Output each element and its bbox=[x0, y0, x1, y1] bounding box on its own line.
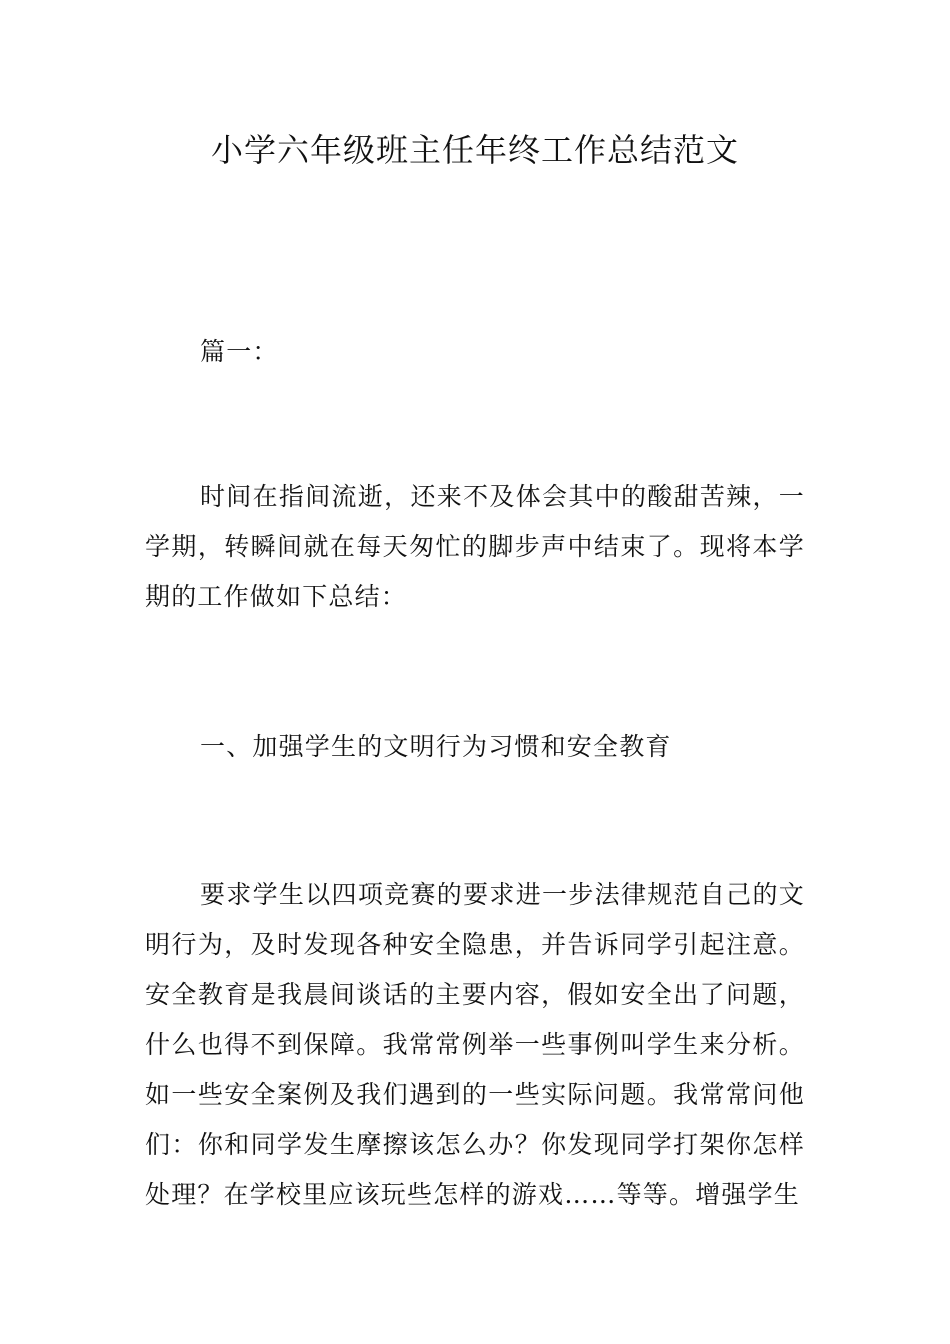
body-paragraph-2: 要求学生以四项竞赛的要求进一步法律规范自己的文明行为，及时发现各种安全隐患，并告诉同学引起注意。安全教育是我晨间谈话的主要内容，假如安全出了问题，什么也得不到保障。我常常例举一些事例叫学生来分析。如一些安全案例及我们遇到的一些实际问题。我常常问他们：你和同学发生摩擦该怎么办？你发现同学打架你怎样处理？在学校里应该玩些怎样的游戏……等等。增强学生 bbox=[145, 880, 805, 1209]
document-title: 小学六年级班主任年终工作总结范文 bbox=[210, 131, 739, 169]
section-label: 篇一： bbox=[200, 337, 279, 366]
section-heading-1: 一、加强学生的文明行为习惯和安全教育 bbox=[200, 732, 672, 761]
intro-paragraph: 时间在指间流逝，还来不及体会其中的酸甜苦辣，一学期，转瞬间就在每天匆忙的脚步声中结束了。现将本学期的工作做如下总结： bbox=[145, 482, 805, 611]
